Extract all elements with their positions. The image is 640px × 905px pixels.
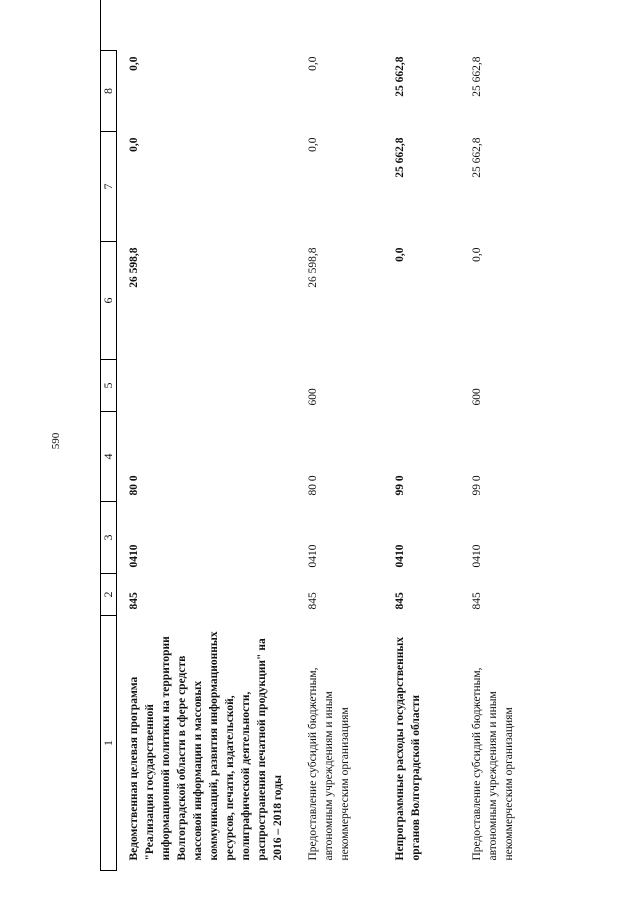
budget-table xyxy=(100,50,569,871)
row-col6: 0,0 xyxy=(394,247,406,262)
table-row xyxy=(383,51,460,871)
row-col4: 80 0 xyxy=(307,475,319,496)
row-col5 xyxy=(383,360,460,412)
row-col3: 0410 xyxy=(307,544,319,568)
row-col4: 99 0 xyxy=(471,475,483,496)
budget-table-container xyxy=(100,0,640,905)
row-col8: 0,0 xyxy=(128,56,140,71)
rotated-table-frame xyxy=(100,0,640,905)
col-header-5: 5 xyxy=(101,360,117,412)
row-col2: 845 xyxy=(394,592,406,610)
row-name: Предоставление субсидий бюджетным, автономным учреждениям и иным некоммерческим организациям xyxy=(471,667,515,861)
row-col7: 25 662,8 xyxy=(394,137,406,178)
col-header-1: 1 xyxy=(101,616,117,871)
row-col6: 26 598,8 xyxy=(307,247,319,288)
table-row xyxy=(460,51,569,871)
row-col7: 0,0 xyxy=(128,137,140,152)
col-header-8: 8 xyxy=(101,51,117,132)
row-col7: 25 662,8 xyxy=(471,137,483,178)
row-col5: 600 xyxy=(471,388,483,406)
col-header-2: 2 xyxy=(101,574,117,616)
row-col3: 0410 xyxy=(471,544,483,568)
row-col6: 26 598,8 xyxy=(128,247,140,288)
row-col2: 845 xyxy=(471,592,483,610)
row-col7: 0,0 xyxy=(307,137,319,152)
row-col8: 25 662,8 xyxy=(471,56,483,97)
row-col6: 0,0 xyxy=(471,247,483,262)
row-name: Предоставление субсидий бюджетным, автономным учреждениям и иным некоммерческим организациям xyxy=(307,667,351,861)
row-name: Непрограммные расходы государственных органов Волгоградской области xyxy=(394,636,422,861)
row-col2: 845 xyxy=(128,592,140,610)
row-col8: 0,0 xyxy=(307,56,319,71)
row-col2: 845 xyxy=(307,592,319,610)
row-name: Ведомственная целевая программа "Реализация государственной информационной политики на территории Волгоградской области в сфере средств массовой информации и массовых коммуникаций, развития информационных ресурсов, печати, издательской, полиграфической деятельности, распространения печатной продукции" на 2016 – 2018 годы xyxy=(128,631,284,861)
table-row xyxy=(296,51,383,871)
row-col3: 0410 xyxy=(394,544,406,568)
row-col4: 99 0 xyxy=(394,475,406,496)
row-col8: 25 662,8 xyxy=(394,56,406,97)
row-col5 xyxy=(117,360,297,412)
col-header-6: 6 xyxy=(101,242,117,360)
page-number: 590 xyxy=(50,432,62,450)
column-number-header xyxy=(101,51,117,871)
row-col3: 0410 xyxy=(128,544,140,568)
col-header-7: 7 xyxy=(101,132,117,242)
table-row xyxy=(117,51,297,871)
col-header-4: 4 xyxy=(101,412,117,502)
row-col4: 80 0 xyxy=(128,475,140,496)
row-col5: 600 xyxy=(307,388,319,406)
col-header-3: 3 xyxy=(101,502,117,574)
